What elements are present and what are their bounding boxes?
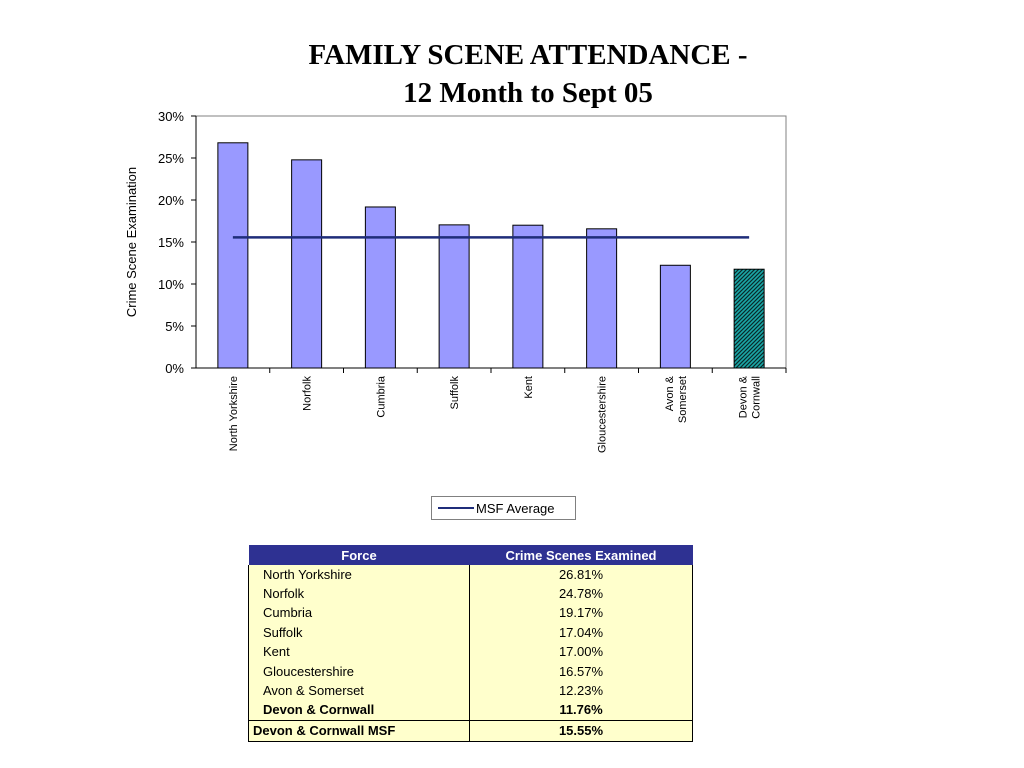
bar — [660, 265, 690, 368]
plot-area — [196, 116, 786, 368]
x-tick-label: Gloucestershire — [596, 376, 609, 454]
bar — [218, 143, 248, 368]
value-cell: 11.76% — [470, 701, 693, 721]
highlighted-bar — [734, 269, 764, 368]
x-tick-label: Somerset — [676, 376, 689, 424]
chart-legend — [431, 496, 576, 520]
x-tick-label: Cumbria — [375, 376, 388, 418]
table-row — [249, 623, 693, 642]
force-cell: Suffolk — [249, 623, 470, 642]
value-cell: 17.00% — [470, 643, 693, 662]
force-cell: Devon & Cornwall — [249, 701, 470, 721]
msf-total-row — [249, 721, 693, 741]
table-row — [249, 584, 693, 603]
x-tick-label: Devon & — [737, 376, 750, 419]
table-row — [249, 681, 693, 700]
legend-label: MSF Average — [476, 500, 555, 516]
y-tick-label: 30% — [157, 109, 184, 124]
value-cell: 24.78% — [470, 584, 693, 603]
y-tick-label: 5% — [165, 319, 184, 334]
x-tick-label: North Yorkshire — [227, 376, 240, 452]
msf-value-cell: 15.55% — [470, 721, 693, 741]
x-tick-label: Kent — [522, 376, 535, 399]
title-line-1: FAMILY SCENE ATTENDANCE - — [308, 39, 748, 71]
force-cell: North Yorkshire — [249, 565, 470, 584]
y-tick-label: 10% — [157, 277, 184, 292]
force-cell: Cumbria — [249, 604, 470, 623]
force-cell: Avon & Somerset — [249, 681, 470, 700]
bar — [292, 160, 322, 368]
table-row — [249, 565, 693, 584]
table-header-row — [249, 545, 693, 565]
y-tick-label: 15% — [157, 235, 184, 250]
y-tick-label: 0% — [165, 361, 184, 376]
y-axis-label: Crime Scene Examination — [124, 166, 139, 318]
value-cell: 12.23% — [470, 681, 693, 700]
table-row — [249, 604, 693, 623]
table-row — [249, 643, 693, 662]
y-tick-label: 25% — [157, 151, 184, 166]
force-cell: Gloucestershire — [249, 662, 470, 681]
x-tick-label: Avon & — [663, 376, 676, 412]
value-cell: 16.57% — [470, 662, 693, 681]
msf-force-cell: Devon & Cornwall MSF — [249, 721, 470, 741]
bar — [587, 229, 617, 368]
force-cell: Norfolk — [249, 584, 470, 603]
column-header-force: Force — [249, 545, 470, 565]
value-cell: 19.17% — [470, 604, 693, 623]
table-row — [249, 701, 693, 721]
table-row — [249, 662, 693, 681]
title-line-2: 12 Month to Sept 05 — [403, 77, 653, 109]
x-tick-label: Cornwall — [750, 376, 763, 419]
bar — [439, 225, 469, 368]
legend-line-swatch — [438, 507, 474, 509]
column-header-crime-scenes: Crime Scenes Examined — [470, 545, 693, 565]
y-tick-label: 20% — [157, 193, 184, 208]
force-cell: Kent — [249, 643, 470, 662]
force-table — [248, 545, 693, 742]
value-cell: 26.81% — [470, 565, 693, 584]
x-tick-label: Suffolk — [449, 376, 462, 410]
x-tick-label: Norfolk — [301, 376, 314, 411]
value-cell: 17.04% — [470, 623, 693, 642]
bar — [513, 225, 543, 368]
bar — [365, 207, 395, 368]
